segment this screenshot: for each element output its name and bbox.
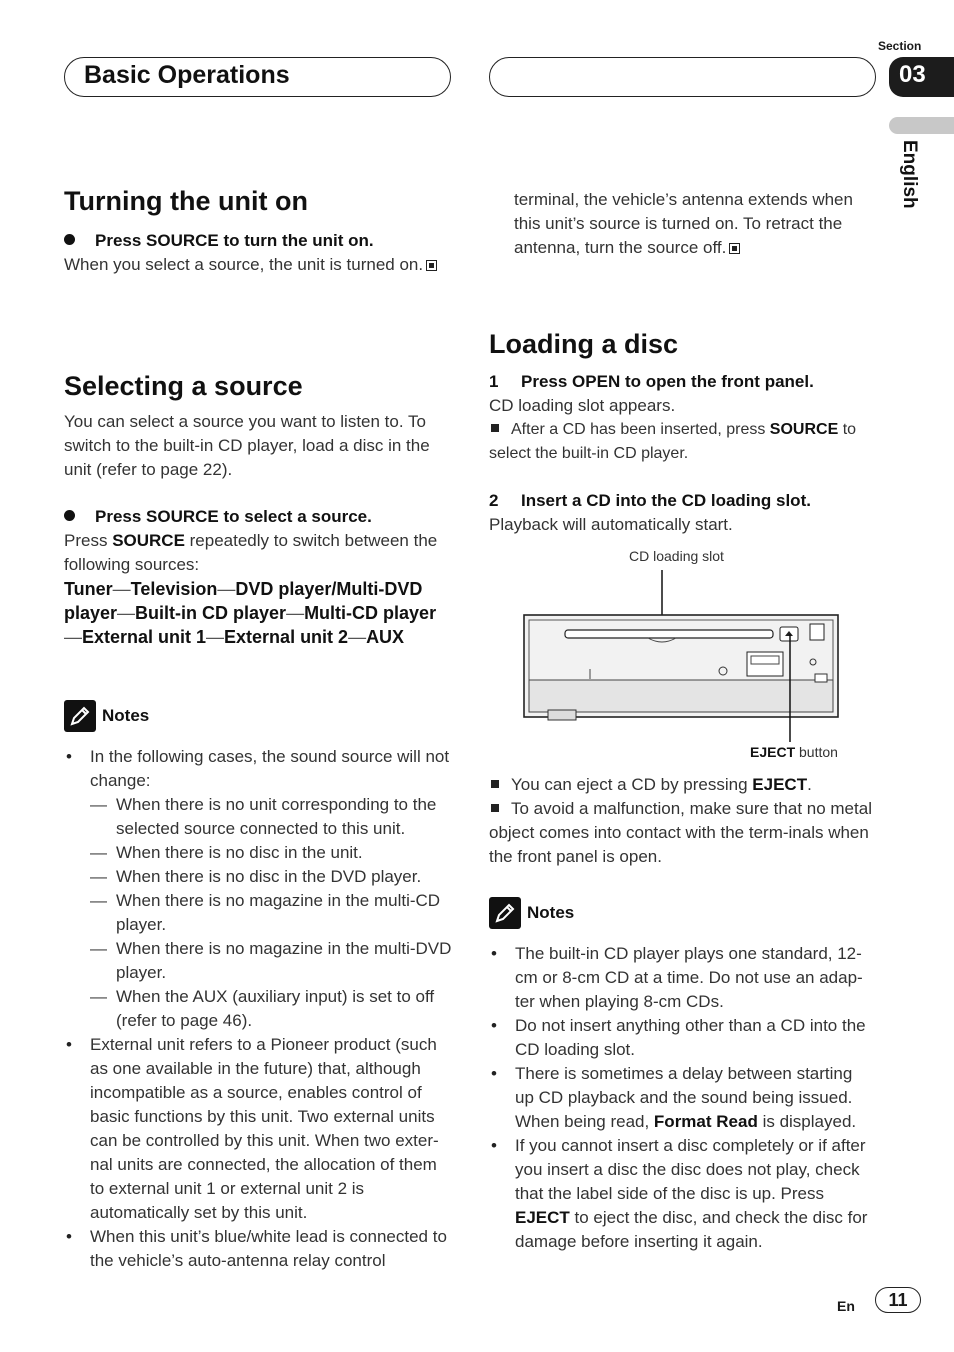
step-two-body: Playback will automatically start. <box>489 515 733 534</box>
note-item: • External unit refers to a Pioneer product (such as one available in the future) that, although incompatible as a source, enables control of basic functions by this unit. Two external units can be controlled by this unit. When two exter-nal units are connected, the allocation of them to external unit 1 or external unit 2 is automatically set by this unit. <box>64 1033 454 1225</box>
language-label: English <box>899 140 920 209</box>
note-subitem: — When the AUX (auxiliary input) is set to off (refer to page 46). <box>90 985 454 1033</box>
tip-one-key: EJECT <box>752 775 808 794</box>
source-item: AUX <box>366 627 405 647</box>
note-item <box>64 745 454 1033</box>
note-item: • When this unit’s blue/white lead is connected to the vehicle’s auto-antenna relay control <box>64 1225 454 1273</box>
page-section-title: Basic Operations <box>84 61 290 89</box>
step-number: 1 <box>489 372 499 391</box>
note-item: • The built-in CD player plays one standard, 12-cm or 8-cm CD at a time. Do not use an adap-ter when playing 8-cm CDs. <box>489 942 875 1014</box>
source-item: External unit 2 <box>224 627 349 647</box>
page-number: 11 <box>875 1287 921 1313</box>
step-number: 2 <box>489 491 499 510</box>
source-separator: — <box>64 627 82 647</box>
notes-left-header <box>64 700 454 732</box>
note-text: There is sometimes a delay between starting up CD playback and the sound being issued. When being read, <box>515 1064 853 1131</box>
caption-eject-rest: button <box>795 744 838 760</box>
loading-tips <box>489 773 873 869</box>
note-subitem: — When there is no disc in the unit. <box>90 841 454 865</box>
section-label: Section <box>878 39 922 53</box>
source-item: DVD player/Multi-DVD player <box>64 579 423 623</box>
source-separator: — <box>348 627 367 647</box>
step-two-text: Insert a CD into the CD loading slot. <box>521 491 811 510</box>
selecting-intro: You can select a source you want to listen to. To switch to the built-in CD player, load a disc in the unit (refer to page 22). <box>64 412 430 479</box>
note-item <box>489 1134 875 1254</box>
notes-left-label: Notes <box>102 706 150 725</box>
caption-eject-key: EJECT <box>750 744 796 760</box>
notes-left <box>64 700 454 1273</box>
square-bullet-icon <box>491 804 499 812</box>
source-item: Television <box>130 579 218 599</box>
footer-language-code: En <box>837 1298 855 1314</box>
note-key: EJECT <box>515 1208 570 1227</box>
heading-loading-disc: Loading a disc <box>489 329 679 359</box>
antenna-continuation <box>514 188 874 260</box>
source-separator: — <box>117 603 136 623</box>
step-one-text: Press OPEN to open the front panel. <box>521 372 814 391</box>
caption-cd-slot: CD loading slot <box>629 548 724 564</box>
note-text: is displayed. <box>757 1112 857 1131</box>
turning-on-text: When you select a source, the unit is turned on. <box>64 255 424 274</box>
heading-selecting-source: Selecting a source <box>64 371 303 401</box>
source-item: Multi-CD player <box>304 603 437 623</box>
note-item: • Do not insert anything other than a CD into the CD loading slot. <box>489 1014 875 1062</box>
section-number-badge: 03 <box>889 57 954 97</box>
selecting-body-pre: Press <box>64 531 113 550</box>
continuation-text: terminal, the vehicle’s antenna extends when this unit’s source is turned on. To retract the antenna, turn the source off. <box>514 190 853 257</box>
source-separator: — <box>217 579 236 599</box>
head-unit-illustration <box>520 570 844 750</box>
tip-one-post: . <box>807 775 812 794</box>
note-text: to eject the disc, and check the disc for damage before inserting it again. <box>515 1208 868 1251</box>
selecting-step: Press SOURCE to select a source. <box>95 507 372 526</box>
step-one-note-pre: After a CD has been inserted, press <box>511 421 770 438</box>
selecting-body-key: SOURCE <box>112 531 185 550</box>
notes-right-header <box>489 897 875 929</box>
selecting-source-body <box>64 410 449 649</box>
note-sublist <box>90 793 454 1033</box>
source-separator: — <box>286 603 305 623</box>
source-item: External unit 1 <box>82 627 207 647</box>
step-one-note-post: to select the built-in CD player. <box>489 421 857 462</box>
turning-on-step: Press SOURCE to turn the unit on. <box>95 231 374 250</box>
note-subitem: — When there is no magazine in the multi-DVD player. <box>90 937 454 985</box>
note-subitem: — When there is no magazine in the multi-CD player. <box>90 889 454 937</box>
square-bullet-icon <box>491 424 499 432</box>
language-tab <box>889 117 954 134</box>
selecting-body-post: repeatedly to switch between the following sources: <box>64 531 438 574</box>
notes-pencil-icon <box>64 700 96 732</box>
caption-eject-button <box>750 744 838 760</box>
header-empty-frame <box>489 57 876 97</box>
turning-on-body <box>64 229 449 277</box>
source-item: Tuner <box>64 579 113 599</box>
notes-pencil-icon <box>489 897 521 929</box>
note-text: If you cannot insert a disc completely or if after you insert a disc the disc does not play, check that the label side of the disc is up. Press <box>515 1136 866 1203</box>
note-key: Format Read <box>653 1112 758 1131</box>
step-one-body: CD loading slot appears. <box>489 396 676 415</box>
source-item: Built-in CD player <box>135 603 287 623</box>
step-one-note-key: SOURCE <box>769 421 839 438</box>
note-subitem: — When there is no unit corresponding to the selected source connected to this unit. <box>90 793 454 841</box>
note-item <box>489 1062 875 1134</box>
loading-steps <box>489 370 873 537</box>
note-subitem: — When there is no disc in the DVD player. <box>90 865 454 889</box>
tip-one-pre: You can eject a CD by pressing <box>511 775 753 794</box>
step-bullet-icon <box>64 234 75 245</box>
source-separator: — <box>206 627 225 647</box>
end-mark-icon <box>729 243 740 254</box>
source-list <box>64 577 449 649</box>
heading-turning-on: Turning the unit on <box>64 186 308 216</box>
source-separator: — <box>112 579 131 599</box>
step-bullet-icon <box>64 510 75 521</box>
square-bullet-icon <box>491 780 499 788</box>
notes-right <box>489 897 875 1254</box>
notes-right-label: Notes <box>527 903 575 922</box>
end-mark-icon <box>426 260 437 271</box>
tip-two-text: To avoid a malfunction, make sure that no metal object comes into contact with the term-inals when the front panel is open. <box>489 799 872 866</box>
note-text: In the following cases, the sound source will not change: <box>90 747 450 790</box>
